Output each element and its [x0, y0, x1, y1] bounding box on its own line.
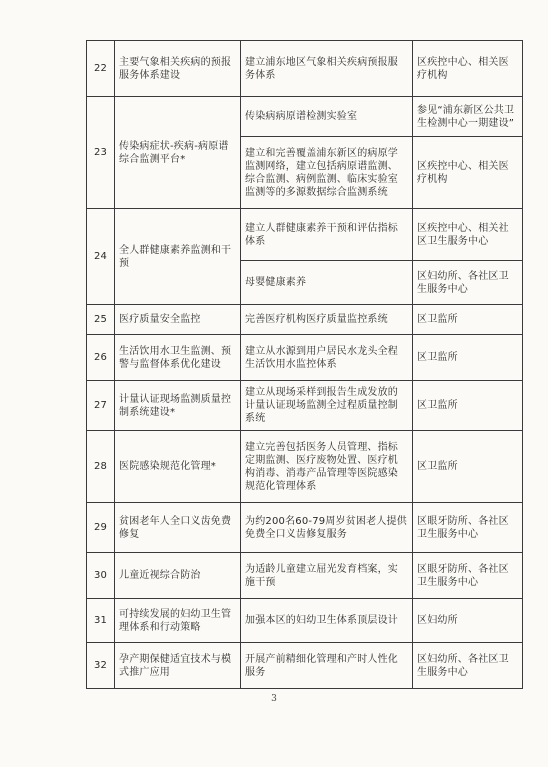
unit-cell: 区卫监所: [413, 335, 523, 381]
table-row: [87, 503, 523, 553]
row-number: 25: [87, 305, 115, 335]
table-row: [87, 599, 523, 643]
row-number: 26: [87, 335, 115, 381]
content-cell: 为适龄儿童建立屈光发育档案，实施干预: [241, 553, 413, 599]
row-number: 30: [87, 553, 115, 599]
unit-cell: 区卫监所: [413, 381, 523, 431]
unit-cell: 区疾控中心、相关医疗机构: [413, 41, 523, 97]
project-name: 儿童近视综合防治: [115, 553, 241, 599]
project-name: 孕产期保健适宜技术与模式推广应用: [115, 643, 241, 689]
row-number: 28: [87, 431, 115, 503]
table-row: [87, 97, 523, 137]
project-name: 计量认证现场监测质量控制系统建设*: [115, 381, 241, 431]
unit-cell: 区妇幼所、各社区卫生服务中心: [413, 643, 523, 689]
project-name: 主要气象相关疾病的预报服务体系建设: [115, 41, 241, 97]
content-cell: 为约200名60-79周岁贫困老人提供免费全口义齿修复服务: [241, 503, 413, 553]
project-name: 医院感染规范化管理*: [115, 431, 241, 503]
unit-cell: 区卫监所: [413, 305, 523, 335]
unit-cell: 区妇幼所、各社区卫生服务中心: [413, 261, 523, 305]
table-row: [87, 335, 523, 381]
project-name: 贫困老年人全口义齿免费修复: [115, 503, 241, 553]
table-row: [87, 41, 523, 97]
row-number: 32: [87, 643, 115, 689]
unit-cell: 区妇幼所: [413, 599, 523, 643]
row-number: 24: [87, 209, 115, 305]
content-cell: 建立和完善覆盖浦东新区的病原学监测网络，建立包括病原谱监测、综合监测、病例监测、临床实验室监测等的多源数据综合监测系统: [241, 137, 413, 209]
unit-cell: 区疾控中心、相关医疗机构: [413, 137, 523, 209]
content-cell: 建立从水源到用户居民水龙头全程生活饮用水监控体系: [241, 335, 413, 381]
unit-cell: 区眼牙防所、各社区卫生服务中心: [413, 503, 523, 553]
table-row: [87, 431, 523, 503]
unit-cell: 区卫监所: [413, 431, 523, 503]
row-number: 29: [87, 503, 115, 553]
content-cell: 建立完善包括医务人员管理、指标定期监测、医疗废物处置、医疗机构消毒、消毒产品管理等医院感染规范化管理体系: [241, 431, 413, 503]
table-row: [87, 643, 523, 689]
content-cell: 传染病病原谱检测实验室: [241, 97, 413, 137]
project-name: 生活饮用水卫生监测、预警与监督体系优化建设: [115, 335, 241, 381]
table-row: [87, 381, 523, 431]
project-table: [86, 40, 523, 689]
unit-cell: 区眼牙防所、各社区卫生服务中心: [413, 553, 523, 599]
row-number: 31: [87, 599, 115, 643]
row-number: 27: [87, 381, 115, 431]
project-name: 医疗质量安全监控: [115, 305, 241, 335]
table-row: [87, 305, 523, 335]
row-number: 22: [87, 41, 115, 97]
unit-cell: 参见“浦东新区公共卫生检测中心一期建设”: [413, 97, 523, 137]
content-cell: 建立人群健康素养干预和评估指标体系: [241, 209, 413, 261]
project-name: 全人群健康素养监测和干预: [115, 209, 241, 305]
project-name: 传染病症状-疾病-病原谱综合监测平台*: [115, 97, 241, 209]
content-cell: 开展产前精细化管理和产时人性化服务: [241, 643, 413, 689]
content-cell: 建立浦东地区气象相关疾病预报服务体系: [241, 41, 413, 97]
content-cell: 母婴健康素养: [241, 261, 413, 305]
project-name: 可持续发展的妇幼卫生管理体系和行动策略: [115, 599, 241, 643]
page-number: 3: [271, 694, 277, 704]
table-row: [87, 553, 523, 599]
content-cell: 完善医疗机构医疗质量监控系统: [241, 305, 413, 335]
table-row: [87, 209, 523, 261]
content-cell: 建立从现场采样到报告生成发放的计量认证现场监测全过程质量控制系统: [241, 381, 413, 431]
unit-cell: 区疾控中心、相关社区卫生服务中心: [413, 209, 523, 261]
content-cell: 加强本区的妇幼卫生体系顶层设计: [241, 599, 413, 643]
row-number: 23: [87, 97, 115, 209]
